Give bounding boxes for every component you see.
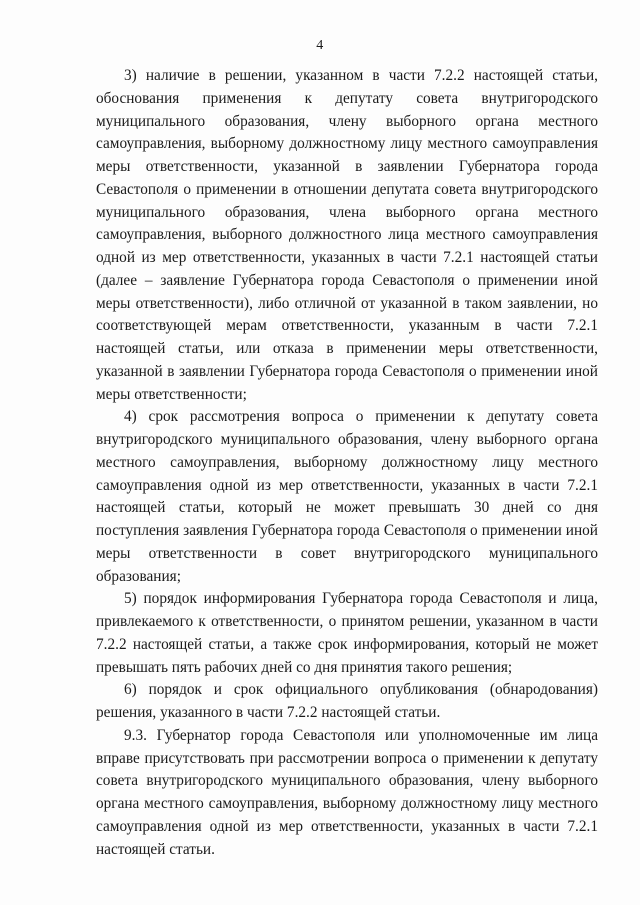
paragraph-item-4: 4) срок рассмотрения вопроса о применении к депутату совета внутригородского муниципального образования, члену выборного органа местного самоуправления, выборному должностному лицу местного самоуправления одной из мер ответственности, указанных в части 7.2.1 настоящей статьи, который не может превышать 30 дней со дня поступления заявления Губернатора города Севастополя о применении иной меры ответственности в совет внутригородского муниципального образования; — [96, 408, 598, 585]
paragraph-item-5: 5) порядок информирования Губернатора города Севастополя и лица, привлекаемого к ответственности, о принятом решении, указанном в части 7.2.2 настоящей статьи, а также срок информирования, который не может превышать пять рабочих дней со дня принятия такого решения; — [96, 590, 598, 676]
paragraph-section-9-3: 9.3. Губернатор города Севастополя или уполномоченные им лица вправе присутствовать при рассмотрении вопроса о применении к депутату совета внутригородского муниципального образования, члену выборного органа местного самоуправления, выборному должностному лицу местного самоуправления одной из мер ответственности, указанных в части 7.2.1 настоящей статьи. — [96, 726, 598, 858]
paragraph-item-6: 6) порядок и срок официального опубликования (обнародования) решения, указанного в части 7.2.2 настоящей статьи. — [96, 681, 598, 721]
document-body — [96, 65, 598, 861]
page-number: 4 — [316, 38, 324, 53]
paragraph-item-3: 3) наличие в решении, указанном в части 7.2.2 настоящей статьи, обоснования применения к депутату совета внутригородского муниципального образования, члену выборного органа местного самоуправления, выборному должностному лицу местного самоуправления меры ответственности, указанной в заявлении Губернатора города Севастополя о применении в отношении депутата совета внутригородского муниципального образования, члена выборного органа местного самоуправления, выборного должностного лица местного самоуправления одной из мер ответственности, указанных в части 7.2.1 настоящей статьи (далее – заявление Губернатора города Севастополя о применении иной меры ответственности), либо отличной от указанной в таком заявлении, но соответствующей мерам ответственности, указанным в части 7.2.1 настоящей статьи, или отказа в применении меры ответственности, указанной в заявлении Губернатора города Севастополя о применении иной меры ответственности; — [96, 67, 598, 403]
